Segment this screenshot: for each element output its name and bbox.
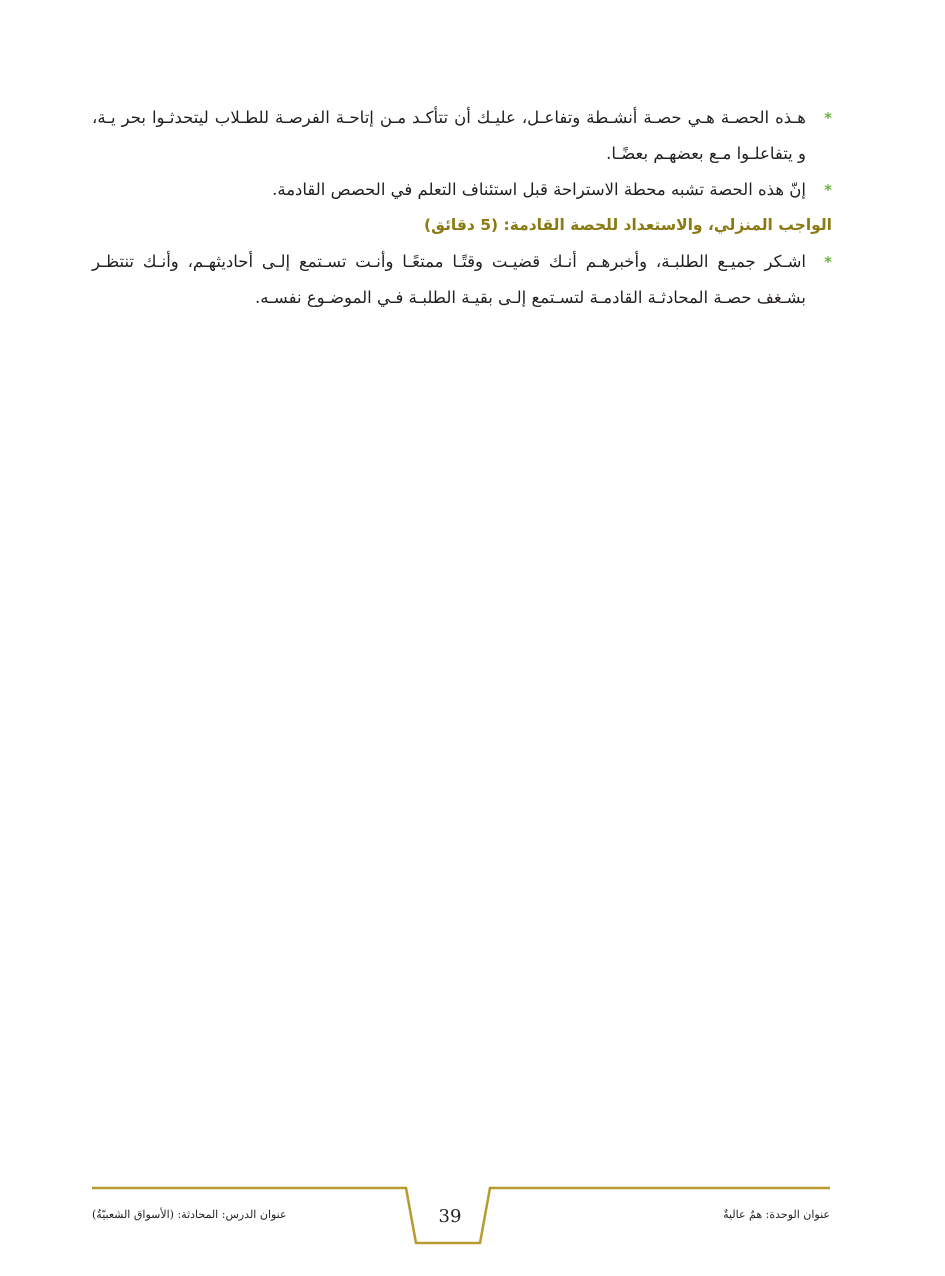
bullet-item (92, 100, 832, 172)
bullet-star-icon: * (824, 109, 832, 127)
bullet-text: اشـكر جميـع الطلبـة، وأخبرهـم أنـك قضيـت وقتًـا ممتعًـا وأنـت تسـتمع إلـى أحاديثهـم، وأنـك تنتظـر بشـغف حصـة المحادثـة القادمـة لتسـتمع إلـى بقيـة الطلبـة فـي الموضـوع نفسـه. (92, 252, 806, 307)
bullet-star-icon: * (824, 181, 832, 199)
footer-lesson-title: عنوان الدرس: المحادثة: (الأسواق الشعبيّةُ) (92, 1208, 287, 1221)
page-number: 39 (438, 1206, 462, 1227)
page-content (92, 100, 832, 316)
bullet-text: هـذه الحصـة هـي حصـة أنشـطة وتفاعـل، عليـك أن تتأكـد مـن إتاحـة الفرصـة للطـلاب ليتحدثـوا بحر يـة، و يتفاعلـوا مـع بعضهـم بعضًـا. (92, 108, 806, 163)
bullet-item (92, 172, 832, 208)
bullet-item (92, 244, 832, 316)
section-heading: الواجب المنزلي، والاستعداد للحصة القادمة: (5 دقائق) (424, 216, 832, 234)
bullet-star-icon: * (824, 253, 832, 271)
footer-unit-title: عنوان الوحدة: همٌ عاليةٌ (723, 1208, 830, 1221)
bullet-text: إنّ هذه الحصة تشبه محطة الاستراحة قبل استئناف التعلم في الحصص القادمة. (272, 180, 806, 199)
